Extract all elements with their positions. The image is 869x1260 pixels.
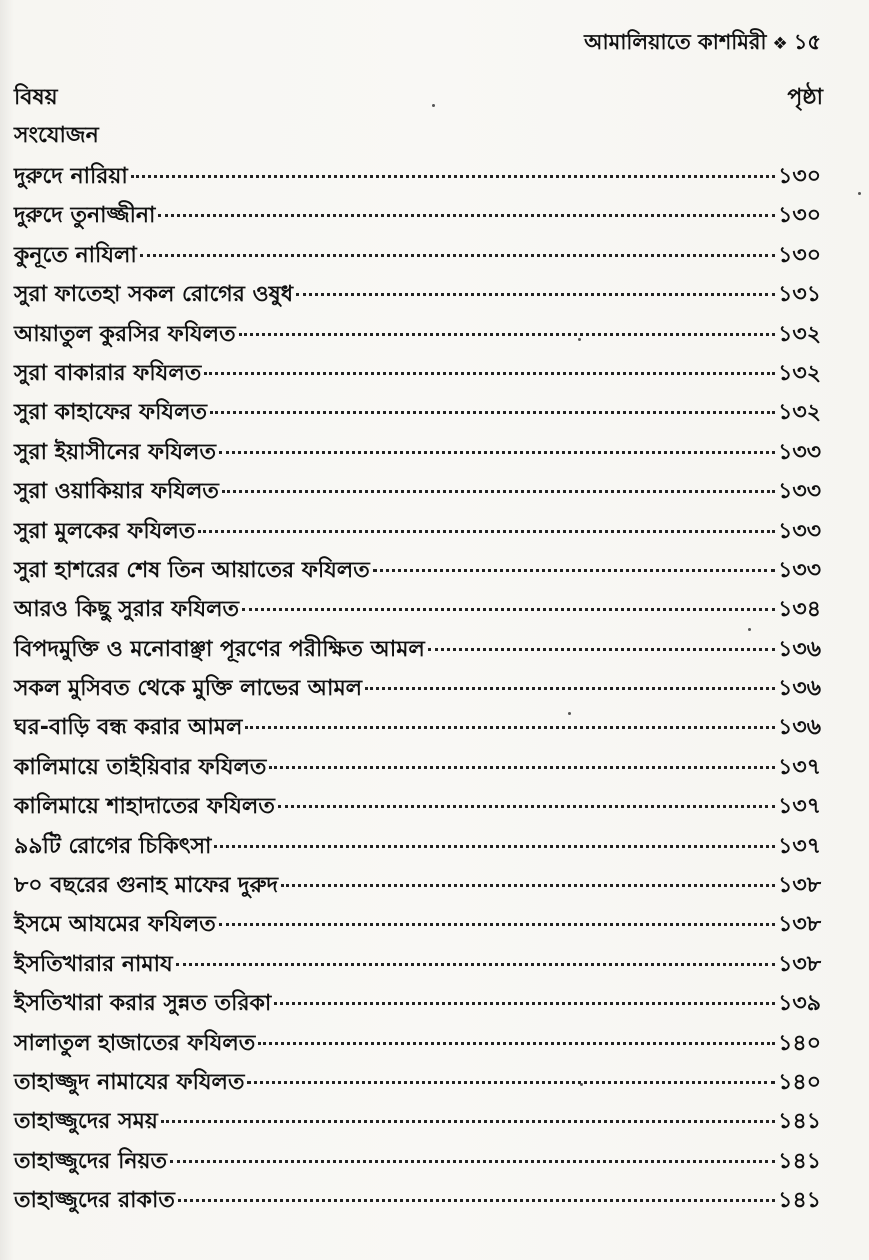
paper-speck <box>432 104 435 107</box>
toc-entry-page: ১৪১ <box>778 1148 821 1174</box>
toc-entry-title: সালাতুল হাজাতের ফযিলত <box>14 1030 256 1056</box>
dot-leader <box>204 372 775 375</box>
toc-entry-page: ১৩৭ <box>778 794 821 820</box>
toc-entry-title: সুরা মুলকের ফযিলত <box>14 518 196 544</box>
toc-entry-page: ১৩৪ <box>778 597 821 623</box>
toc-entry-title: দুরুদে তুনাজ্জীনা <box>14 203 156 229</box>
dot-leader <box>242 608 775 611</box>
paper-speck <box>568 712 571 715</box>
toc-entry-title: তাহাজ্জুদের রাকাত <box>14 1188 175 1214</box>
dot-leader <box>161 1120 775 1123</box>
toc-entry <box>14 317 821 356</box>
toc-entry-title: ৮০ বছরের গুনাহ মাফের দুরুদ <box>14 873 279 899</box>
toc-entry <box>14 159 821 198</box>
dot-leader <box>214 845 775 848</box>
toc-entry-title: সকল মুসিবত থেকে মুক্তি লাভের আমল <box>14 676 363 702</box>
dot-leader <box>428 648 775 651</box>
toc-entry-title: আরও কিছু সুরার ফযিলত <box>14 597 240 623</box>
toc-entry <box>14 238 821 277</box>
toc-entry-title: সুরা হাশরের শেষ তিন আয়াতের ফযিলত <box>14 557 370 583</box>
dot-leader <box>247 1081 775 1084</box>
dot-leader <box>158 214 775 217</box>
dot-leader <box>198 530 775 533</box>
toc-entry-page: ১৩২ <box>778 400 821 426</box>
toc-entry-title: সুরা কাহাফের ফযিলত <box>14 400 208 426</box>
toc-entry-page: ১৩৮ <box>778 912 821 938</box>
running-header <box>584 26 821 61</box>
toc-entry <box>14 750 821 789</box>
toc-entry-title: তাহাজ্জুদের সময় <box>14 1109 158 1135</box>
dot-leader <box>278 805 775 808</box>
toc-entry <box>14 553 821 592</box>
paper-speck <box>858 192 861 195</box>
toc-entry <box>14 277 821 316</box>
toc-entry-title: তাহাজ্জুদ নামাযের ফযিলত <box>14 1069 245 1095</box>
toc-entry-title: ইসতিখারা করার সুন্নত তরিকা <box>14 991 272 1017</box>
dot-leader <box>210 411 775 414</box>
toc-entry <box>14 474 821 513</box>
toc-entry-page: ১৩৩ <box>778 439 821 465</box>
toc-entry-page: ১৩৭ <box>778 833 821 859</box>
toc-entry <box>14 947 821 986</box>
dot-leader <box>274 1002 775 1005</box>
toc-entry-title: ঘর-বাড়ি বন্ধ করার আমল <box>14 715 243 741</box>
paper-speck <box>580 1083 583 1086</box>
toc-entry <box>14 1183 821 1222</box>
dot-leader <box>258 1042 775 1045</box>
toc-entry <box>14 395 821 434</box>
toc-entry <box>14 1104 821 1143</box>
dot-leader <box>239 333 776 336</box>
dot-leader <box>219 451 775 454</box>
toc-entry <box>14 514 821 553</box>
toc-entry-title: সুরা ওয়াকিয়ার ফযিলত <box>14 479 219 505</box>
toc-entry-title: আয়াতুল কুরসির ফযিলত <box>14 321 236 347</box>
dot-leader <box>222 490 775 493</box>
subject-heading: বিষয় <box>14 85 58 110</box>
paper-speck <box>748 628 751 631</box>
toc-entry-page: ১৩২ <box>778 360 821 386</box>
toc-entry <box>14 829 821 868</box>
toc-entry-title: সুরা ফাতেহা সকল রোগের ওষুধ <box>14 282 294 308</box>
toc-entry-page: ১৪০ <box>778 1069 821 1095</box>
toc-entry <box>14 435 821 474</box>
dot-leader <box>296 293 775 296</box>
toc-entry-page: ১৩৬ <box>778 636 821 662</box>
toc-entry <box>14 789 821 828</box>
toc-entry-page: ১৩২ <box>778 321 821 347</box>
toc-entry <box>14 868 821 907</box>
dot-leader <box>178 1199 775 1202</box>
toc-entry-page: ১৩৯ <box>778 991 821 1017</box>
dot-leader <box>373 569 775 572</box>
dot-leader <box>170 1160 775 1163</box>
toc-entry-title: ইসতিখারার নামায <box>14 951 173 977</box>
toc-entry <box>14 198 821 237</box>
toc-entry <box>14 356 821 395</box>
toc-entry-page: ১৪১ <box>778 1109 821 1135</box>
ornament-separator: ❖ <box>772 34 788 54</box>
dot-leader <box>365 687 775 690</box>
toc-entry <box>14 710 821 749</box>
page-number: ১৫ <box>793 30 821 54</box>
toc-entry-title: কালিমায়ে শাহাদাতের ফযিলত <box>14 794 275 820</box>
toc-entry-page: ১৩৩ <box>778 557 821 583</box>
book-title: আমালিয়াতে কাশমিরী <box>584 30 767 54</box>
dot-leader <box>140 254 775 257</box>
toc-entry-page: ১৩৮ <box>778 951 821 977</box>
toc-entry <box>14 1144 821 1183</box>
dot-leader <box>176 963 776 966</box>
page-heading: পৃষ্ঠা <box>787 85 823 110</box>
toc-entry-page: ১৩১ <box>778 282 821 308</box>
toc-entry-title: সুরা বাকারার ফযিলত <box>14 360 202 386</box>
toc-entry-page: ১৩০ <box>778 203 821 229</box>
paper-speck <box>578 338 581 341</box>
dot-leader <box>219 923 775 926</box>
toc-entry-page: ১৪০ <box>778 1030 821 1056</box>
section-title: সংযোজন <box>14 123 99 148</box>
toc-entry-page: ১৩৮ <box>778 873 821 899</box>
toc-entry <box>14 986 821 1025</box>
toc-entry <box>14 671 821 710</box>
toc-entry-title: ৯৯টি রোগের চিকিৎসা <box>14 833 212 859</box>
toc-entry <box>14 1026 821 1065</box>
toc-entry-page: ১৪১ <box>778 1188 821 1214</box>
dot-leader <box>269 766 775 769</box>
toc-entry-page: ১৩০ <box>778 164 821 189</box>
toc-entry <box>14 592 821 631</box>
toc-entry-page: ১৩৬ <box>778 676 821 702</box>
toc-entry-page: ১৩৩ <box>778 518 821 544</box>
toc-entry-title: বিপদমুক্তি ও মনোবাঞ্ছা পূরণের পরীক্ষিত আমল <box>14 636 425 662</box>
column-headings <box>14 80 823 114</box>
dot-leader <box>245 726 775 729</box>
toc-entry-page: ১৩৩ <box>778 479 821 505</box>
toc-entry <box>14 632 821 671</box>
toc-entry-page: ১৩৭ <box>778 754 821 780</box>
toc-entry-page: ১৩৬ <box>778 715 821 741</box>
toc-entry <box>14 1065 821 1104</box>
toc-entry-title: তাহাজ্জুদের নিয়ত <box>14 1148 167 1174</box>
toc-entry <box>14 907 821 946</box>
toc-entry-title: কালিমায়ে তাইয়িবার ফযিলত <box>14 754 267 780</box>
table-of-contents <box>14 159 821 1223</box>
toc-entry-title: কুনূতে নাযিলা <box>14 242 137 268</box>
dot-leader <box>131 175 775 178</box>
toc-entry-title: দুরুদে নারিয়া <box>14 164 128 189</box>
toc-entry-title: সুরা ইয়াসীনের ফযিলত <box>14 439 216 465</box>
dot-leader <box>281 884 775 887</box>
toc-entry-title: ইসমে আযমের ফযিলত <box>14 912 216 938</box>
toc-entry-page: ১৩০ <box>778 242 821 268</box>
